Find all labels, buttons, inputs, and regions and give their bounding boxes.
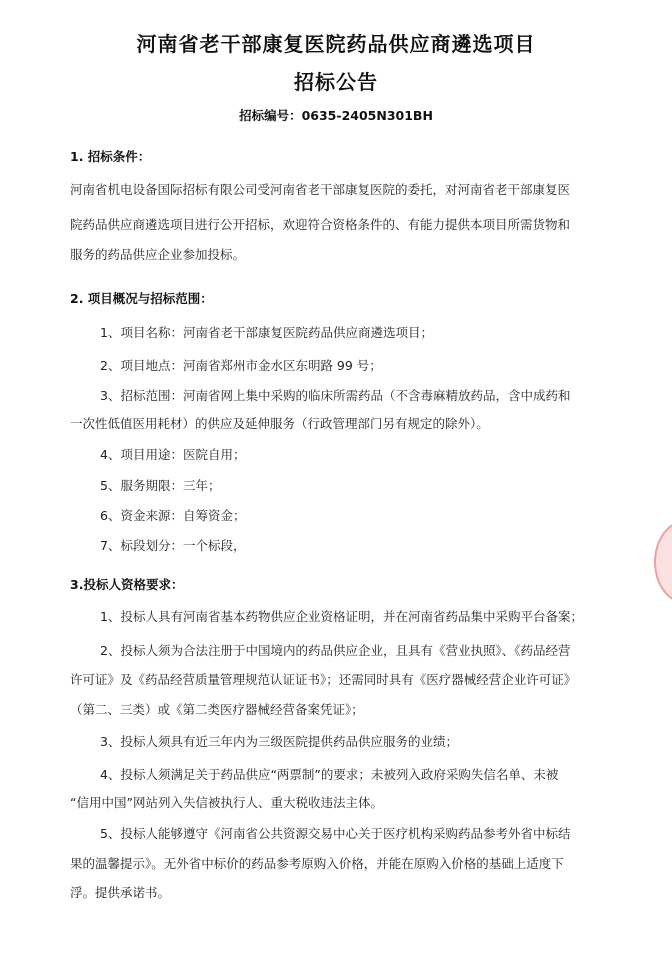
list-item: 5、服务期限：三年； xyxy=(100,478,221,493)
document-title: 河南省老干部康复医院药品供应商遴选项目 xyxy=(136,32,536,56)
paragraph-line: 河南省机电设备国际招标有限公司受河南省老干部康复医院的委托，对河南省老干部康复医 xyxy=(70,182,571,197)
list-item: 2、项目地点：河南省郑州市金水区东明路 99 号； xyxy=(100,358,382,373)
list-item-continuation: 许可证》及《药品经营质量管理规范认证证书》；还需同时具有《医疗器械经营企业许可证》 xyxy=(70,672,577,687)
section-heading-bidding-conditions: 1. 招标条件： xyxy=(70,149,151,164)
list-item-continuation: （第二、三类）或《第二类医疗器械经营备案凭证》； xyxy=(70,702,364,717)
list-item: 4、投标人须满足关于药品供应“两票制”的要求；未被列入政府采购失信名单、未被 xyxy=(100,767,559,782)
list-item: 4、项目用途：医院自用； xyxy=(100,447,246,462)
section-heading-qualification-requirements: 3.投标人资格要求： xyxy=(70,577,184,592)
list-item: 1、投标人具有河南省基本药物供应企业资格证明，并在河南省药品集中采购平台备案； xyxy=(100,609,583,624)
list-item-continuation: 浮。提供承诺书。 xyxy=(70,885,171,900)
list-item: 2、投标人须为合法注册于中国境内的药品供应企业，且具有《营业执照》、《药品经营 xyxy=(100,643,571,658)
list-item-continuation: 果的温馨提示》。无外省中标价的药品参考原购入价格，并能在原购入价格的基础上适度下 xyxy=(70,856,564,871)
paragraph-line: 服务的药品供应企业参加投标。 xyxy=(70,247,246,262)
list-item-continuation: 一次性低值医用耗材）的供应及延伸服务（行政管理部门另有规定的除外）。 xyxy=(70,416,489,431)
list-item: 7、标段划分：一个标段， xyxy=(100,538,246,553)
list-item: 3、投标人须具有近三年内为三级医院提供药品供应服务的业绩； xyxy=(100,734,458,749)
bid-number: 招标编号：0635-2405N301BH xyxy=(239,108,433,123)
list-item: 3、招标范围：河南省网上集中采购的临床所需药品（不含毒麻精放药品，含中成药和 xyxy=(100,388,571,403)
list-item: 6、资金来源：自筹资金； xyxy=(100,508,246,523)
list-item: 5、投标人能够遵守《河南省公共资源交易中心关于医疗机构采购药品参考外省中标结 xyxy=(100,826,571,841)
paragraph-line: 院药品供应商遴选项目进行公开招标，欢迎符合资格条件的、有能力提供本项目所需货物和 xyxy=(70,217,571,232)
list-item-continuation: “信用中国”网站列入失信被执行人、重大税收违法主体。 xyxy=(70,795,383,810)
document-subtitle: 招标公告 xyxy=(294,70,378,94)
list-item: 1、项目名称：河南省老干部康复医院药品供应商遴选项目； xyxy=(100,325,433,340)
seal-stamp xyxy=(654,520,672,604)
section-heading-project-overview: 2. 项目概况与招标范围： xyxy=(70,291,213,306)
